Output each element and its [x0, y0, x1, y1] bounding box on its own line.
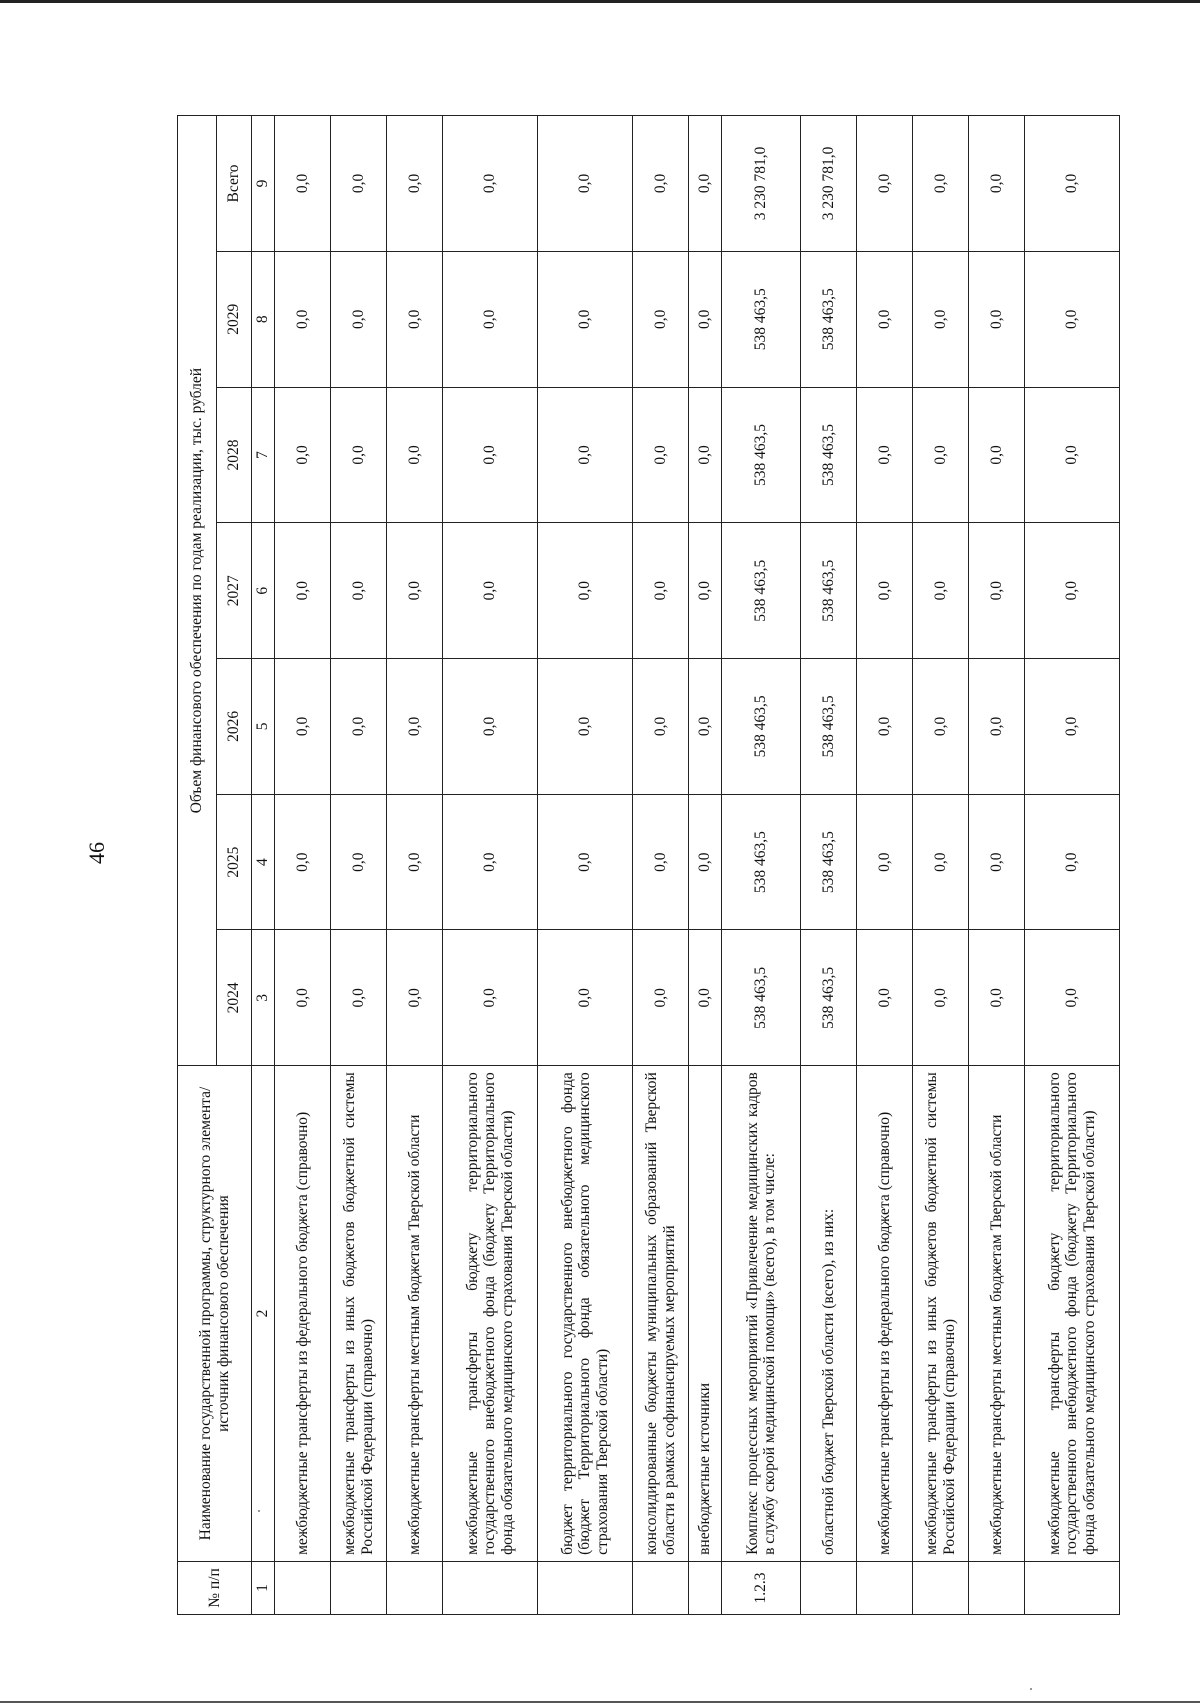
header-year: 2028: [217, 387, 252, 523]
row-year-value: 0,0: [913, 251, 969, 387]
scan-speck: [1030, 1688, 1032, 1690]
header-volume: Объем финансового обеспечения по годам реализации, тыс. рублей: [178, 116, 217, 1066]
row-year-value: 0,0: [538, 659, 633, 795]
column-number: 3: [252, 930, 275, 1066]
row-name: межбюджетные трансферты бюджету территориального государственного внебюджетного фонда (бюджету Территориального фонда обязательного медицинского страхования Тверской области): [443, 1066, 538, 1562]
column-number: 1: [252, 1561, 275, 1614]
row-number: [913, 1561, 969, 1614]
row-number: [387, 1561, 443, 1614]
row-year-value: 0,0: [1025, 251, 1120, 387]
header-year: 2027: [217, 523, 252, 659]
row-year-value: 538 463,5: [722, 387, 801, 523]
row-year-value: 538 463,5: [801, 523, 857, 659]
row-total-value: 0,0: [689, 116, 722, 252]
table-row: [1025, 116, 1120, 1615]
row-year-value: 538 463,5: [801, 930, 857, 1066]
row-number: [969, 1561, 1025, 1614]
table-row: [275, 116, 331, 1615]
header-name: Наименование государственной программы, структурного элемента/источник финансового обеспечения: [178, 1066, 252, 1562]
row-year-value: 0,0: [857, 251, 913, 387]
scan-bottom-edge: [0, 1701, 1200, 1703]
row-name: внебюджетные источники: [689, 1066, 722, 1562]
page-number: 46: [84, 842, 109, 864]
row-year-value: 0,0: [913, 387, 969, 523]
row-year-value: 538 463,5: [801, 794, 857, 930]
row-total-value: 0,0: [1025, 116, 1120, 252]
row-year-value: 0,0: [633, 251, 689, 387]
row-year-value: 0,0: [857, 659, 913, 795]
row-year-value: 0,0: [387, 251, 443, 387]
row-year-value: 0,0: [969, 387, 1025, 523]
row-year-value: 538 463,5: [801, 251, 857, 387]
row-year-value: 0,0: [689, 794, 722, 930]
row-number: [331, 1561, 387, 1614]
row-year-value: 0,0: [443, 251, 538, 387]
row-year-value: 0,0: [538, 387, 633, 523]
row-total-value: 3 230 781,0: [722, 116, 801, 252]
row-year-value: 0,0: [857, 930, 913, 1066]
row-year-value: 0,0: [969, 794, 1025, 930]
row-year-value: 0,0: [689, 523, 722, 659]
row-year-value: 0,0: [275, 251, 331, 387]
row-year-value: 0,0: [331, 251, 387, 387]
row-number: [1025, 1561, 1120, 1614]
row-total-value: 0,0: [275, 116, 331, 252]
row-year-value: 0,0: [633, 794, 689, 930]
row-number: [633, 1561, 689, 1614]
row-name: консолидированные бюджеты муниципальных образований Тверской области в рамках софинансируемых мероприятий: [633, 1066, 689, 1562]
table-row: [538, 116, 633, 1615]
row-total-value: 0,0: [857, 116, 913, 252]
row-year-value: 0,0: [331, 387, 387, 523]
row-year-value: 0,0: [633, 387, 689, 523]
row-year-value: 0,0: [331, 659, 387, 795]
header-number: № п/п: [178, 1561, 252, 1614]
row-name: межбюджетные трансферты бюджету территориального государственного внебюджетного фонда (бюджету Территориального фонда обязательного медицинского страхования Тверской области): [1025, 1066, 1120, 1562]
table-row: [801, 116, 857, 1615]
row-year-value: 0,0: [857, 387, 913, 523]
row-year-value: 0,0: [538, 794, 633, 930]
row-total-value: 0,0: [969, 116, 1025, 252]
column-number: 8: [252, 251, 275, 387]
row-number: [538, 1561, 633, 1614]
row-year-value: 0,0: [443, 659, 538, 795]
row-year-value: 0,0: [275, 387, 331, 523]
row-year-value: 538 463,5: [722, 930, 801, 1066]
header-total: Всего: [217, 116, 252, 252]
row-year-value: 0,0: [443, 523, 538, 659]
table-body: [275, 116, 1120, 1615]
row-year-value: 0,0: [443, 794, 538, 930]
row-year-value: 538 463,5: [801, 387, 857, 523]
row-year-value: 0,0: [387, 930, 443, 1066]
row-year-value: 0,0: [1025, 930, 1120, 1066]
row-number: [857, 1561, 913, 1614]
row-year-value: 538 463,5: [722, 794, 801, 930]
row-name: межбюджетные трансферты из иных бюджетов бюджетной системы Российской Федерации (справочно): [331, 1066, 387, 1562]
row-total-value: 0,0: [913, 116, 969, 252]
row-year-value: 0,0: [387, 794, 443, 930]
row-number: [689, 1561, 722, 1614]
row-year-value: 0,0: [331, 523, 387, 659]
table-row: [387, 116, 443, 1615]
row-name: межбюджетные трансферты местным бюджетам Тверской области: [969, 1066, 1025, 1562]
financing-table: [177, 115, 1120, 1615]
row-name: межбюджетные трансферты из федерального бюджета (справочно): [857, 1066, 913, 1562]
row-year-value: 0,0: [275, 930, 331, 1066]
row-year-value: 0,0: [387, 523, 443, 659]
row-year-value: 0,0: [689, 659, 722, 795]
row-year-value: 0,0: [689, 387, 722, 523]
row-number: [801, 1561, 857, 1614]
row-name: областной бюджет Тверской области (всего), из них:: [801, 1066, 857, 1562]
header-year: 2026: [217, 659, 252, 795]
table-row: [331, 116, 387, 1615]
row-year-value: 0,0: [969, 523, 1025, 659]
table-row: [913, 116, 969, 1615]
table-row: [722, 116, 801, 1615]
row-year-value: 0,0: [689, 251, 722, 387]
row-year-value: 0,0: [913, 930, 969, 1066]
row-year-value: 0,0: [387, 659, 443, 795]
row-year-value: 0,0: [913, 659, 969, 795]
scan-top-edge: [0, 0, 1200, 3]
row-year-value: 0,0: [689, 930, 722, 1066]
row-number: [275, 1561, 331, 1614]
row-year-value: 0,0: [1025, 659, 1120, 795]
row-total-value: 0,0: [443, 116, 538, 252]
row-year-value: 0,0: [633, 659, 689, 795]
header-column-numbers-row: [252, 116, 275, 1615]
row-year-value: 0,0: [969, 659, 1025, 795]
row-year-value: 538 463,5: [722, 523, 801, 659]
column-number: 9: [252, 116, 275, 252]
row-name: Комплекс процессных мероприятий «Привлечение медицинских кадров в службу скорой медицинской помощи» (всего), в том числе:: [722, 1066, 801, 1562]
row-year-value: 0,0: [857, 794, 913, 930]
row-year-value: 538 463,5: [801, 659, 857, 795]
table-row: [443, 116, 538, 1615]
row-name: межбюджетные трансферты местным бюджетам Тверской области: [387, 1066, 443, 1562]
table-row: [689, 116, 722, 1615]
row-name: межбюджетные трансферты из иных бюджетов бюджетной системы Российской Федерации (справочно): [913, 1066, 969, 1562]
row-year-value: 0,0: [275, 523, 331, 659]
row-year-value: 0,0: [275, 794, 331, 930]
header-year: 2024: [217, 930, 252, 1066]
row-year-value: 538 463,5: [722, 659, 801, 795]
row-year-value: 0,0: [857, 523, 913, 659]
row-year-value: 0,0: [633, 523, 689, 659]
table-row: [633, 116, 689, 1615]
row-name: бюджет территориального государственного внебюджетного фонда (бюджет Территориального фонда обязательного медицинского страхования Тверской области): [538, 1066, 633, 1562]
row-total-value: 0,0: [538, 116, 633, 252]
row-year-value: 0,0: [538, 523, 633, 659]
table-row: [857, 116, 913, 1615]
row-year-value: 0,0: [969, 930, 1025, 1066]
column-number: 2: [252, 1066, 275, 1562]
column-number: 5: [252, 659, 275, 795]
row-year-value: 0,0: [1025, 387, 1120, 523]
row-year-value: 0,0: [1025, 523, 1120, 659]
row-year-value: 0,0: [913, 794, 969, 930]
row-total-value: 3 230 781,0: [801, 116, 857, 252]
row-name: межбюджетные трансферты из федерального бюджета (справочно): [275, 1066, 331, 1562]
row-year-value: 0,0: [538, 251, 633, 387]
row-year-value: 0,0: [443, 930, 538, 1066]
rotated-table-frame: [177, 115, 1127, 1615]
column-number: 6: [252, 523, 275, 659]
row-year-value: 0,0: [331, 930, 387, 1066]
row-year-value: 0,0: [538, 930, 633, 1066]
landscape-page: [177, 115, 1127, 1615]
row-year-value: 0,0: [1025, 794, 1120, 930]
header-year: 2029: [217, 251, 252, 387]
row-year-value: 0,0: [387, 387, 443, 523]
row-total-value: 0,0: [331, 116, 387, 252]
column-number: 4: [252, 794, 275, 930]
row-year-value: 0,0: [275, 659, 331, 795]
row-year-value: 0,0: [913, 523, 969, 659]
table-row: [969, 116, 1025, 1615]
row-total-value: 0,0: [387, 116, 443, 252]
row-number: 1.2.3: [722, 1561, 801, 1614]
row-year-value: 0,0: [969, 251, 1025, 387]
row-year-value: 0,0: [443, 387, 538, 523]
row-total-value: 0,0: [633, 116, 689, 252]
row-number: [443, 1561, 538, 1614]
header-year: 2025: [217, 794, 252, 930]
row-year-value: 538 463,5: [722, 251, 801, 387]
column-number: 7: [252, 387, 275, 523]
row-year-value: 0,0: [633, 930, 689, 1066]
row-year-value: 0,0: [331, 794, 387, 930]
